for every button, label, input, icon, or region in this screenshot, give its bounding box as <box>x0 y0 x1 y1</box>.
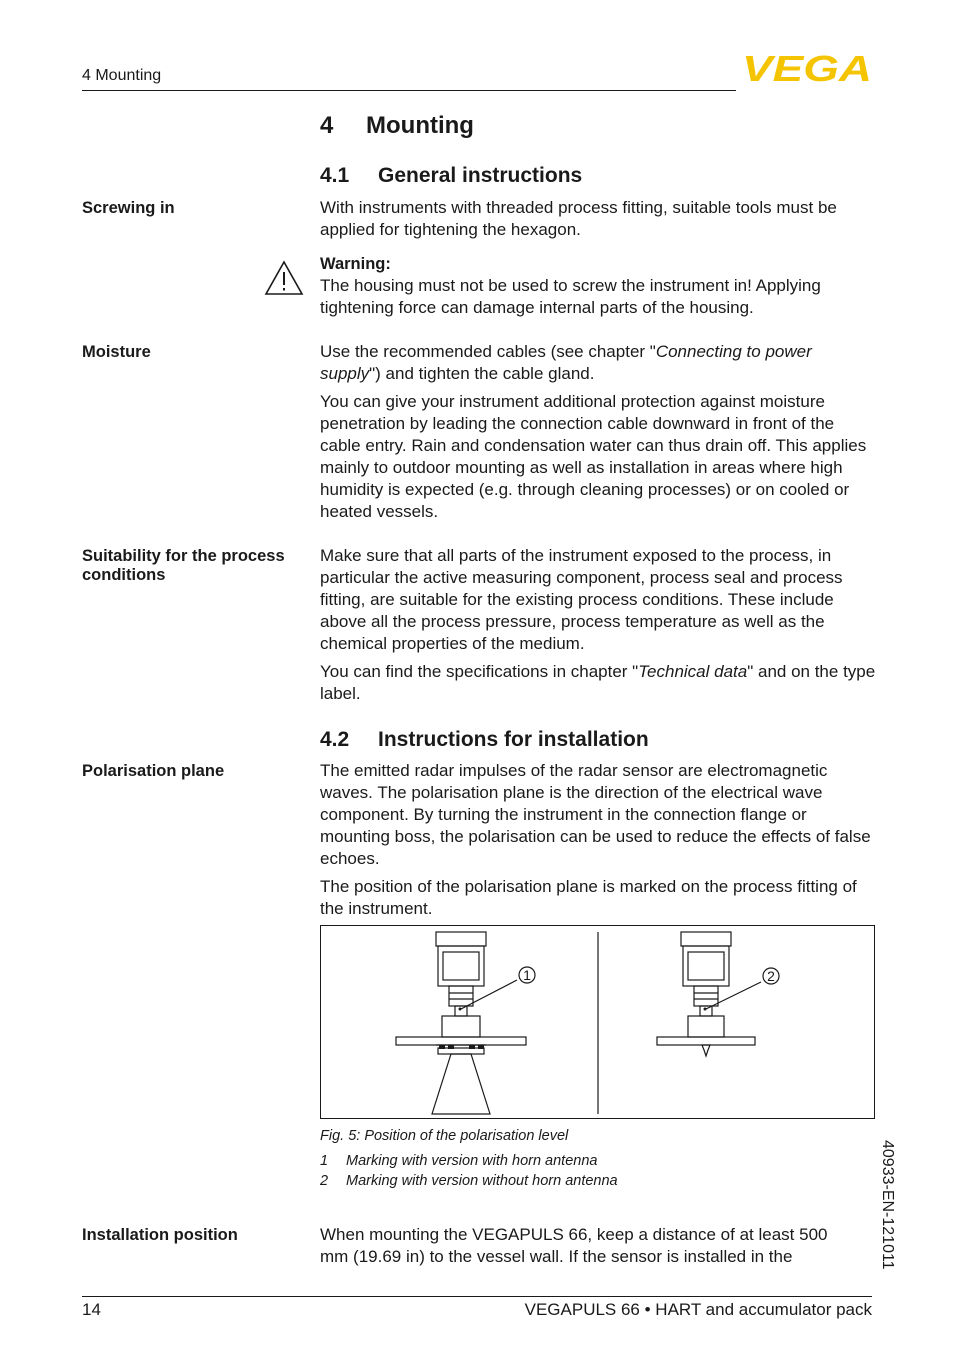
figure-caption: Fig. 5: Position of the polarisation level <box>320 1128 569 1144</box>
moisture-paragraph-2: You can give your instrument additional protection against moisture penetration by leading the connection cable downward in front of the cable entry. Rain and condensation water can thus drain off. This applies mainly to outdoor mounting as well as installation in areas where high humidity is expected (e.g. through cleaning processes) or on cooled or heated vessels. <box>320 392 867 521</box>
figure-polarisation <box>320 925 875 1119</box>
page-number: 14 <box>82 1300 101 1319</box>
warning-title: Warning: <box>320 255 391 273</box>
warning-icon <box>264 260 304 296</box>
installation-text: When mounting the VEGAPULS 66, keep a distance of at least 500 mm (19.69 in) to the vessel wall. If the sensor is installed in the <box>320 1225 828 1266</box>
header-rule <box>82 90 736 91</box>
figure-legend-item: 1 Marking with version with horn antenna <box>320 1153 598 1169</box>
screwing-text: With instruments with threaded process fitting, suitable tools must be applied for tightening the hexagon. <box>320 198 837 239</box>
figure-legend-item: 2 Marking with version without horn antenna <box>320 1173 618 1189</box>
document-id: 40933-EN-121011 <box>879 1140 896 1270</box>
chapter-heading <box>320 112 474 140</box>
polarisation-drawing <box>321 926 874 1118</box>
section-title: Instructions for installation <box>378 728 649 751</box>
side-label-screwing: Screwing in <box>82 199 175 217</box>
side-label-polarisation: Polarisation plane <box>82 762 225 780</box>
chapter-number: 4 <box>320 112 334 139</box>
polarisation-paragraph-1: The emitted radar impulses of the radar sensor are electromagnetic waves. The polarisation plane is the direction of the electrical wave component. By turning the instrument in the connection flange or mounting boss, the polarisation can be used to reduce the effects of false echoes. <box>320 761 871 868</box>
vega-logo <box>742 52 872 84</box>
side-label-installation: Installation position <box>82 1226 238 1244</box>
side-label-suitability: Suitability for the process conditions <box>82 547 285 584</box>
section-number: 4.2 <box>320 728 350 751</box>
moisture-text <box>320 341 876 529</box>
callout-1: 1 <box>523 967 531 983</box>
footer-rule <box>82 1296 872 1297</box>
chapter-title: Mounting <box>366 112 474 139</box>
section-number: 4.1 <box>320 164 350 187</box>
running-header: 4 Mounting <box>82 67 162 84</box>
callout-2: 2 <box>767 968 775 984</box>
section-4-1-heading <box>320 164 582 188</box>
polarisation-paragraph-2: The position of the polarisation plane is marked on the process fitting of the instrument. <box>320 877 857 918</box>
svg-text:VEGA: VEGA <box>742 52 872 84</box>
side-label-moisture: Moisture <box>82 343 151 361</box>
moisture-paragraph-1: Use the recommended cables (see chapter "Connecting to power supply") and tighten the cable gland. <box>320 342 812 383</box>
section-title: General instructions <box>378 164 583 187</box>
polarisation-text <box>320 760 876 926</box>
suitability-paragraph-2: You can find the specifications in chapter "Technical data" and on the type label. <box>320 662 876 703</box>
suitability-paragraph-1: Make sure that all parts of the instrument exposed to the process, in particular the active measuring component, process seal and process fitting, are suitable for the existing process conditions. These include above all the process pressure, process temperature as well as the chemical properties of the medium. <box>320 546 843 653</box>
warning-block <box>320 253 876 319</box>
warning-text: The housing must not be used to screw the instrument in! Applying tightening force can damage internal parts of the housing. <box>320 276 821 317</box>
footer-title: VEGAPULS 66 • HART and accumulator pack <box>524 1300 872 1319</box>
suitability-text <box>320 545 876 711</box>
section-4-2-heading <box>320 728 649 752</box>
